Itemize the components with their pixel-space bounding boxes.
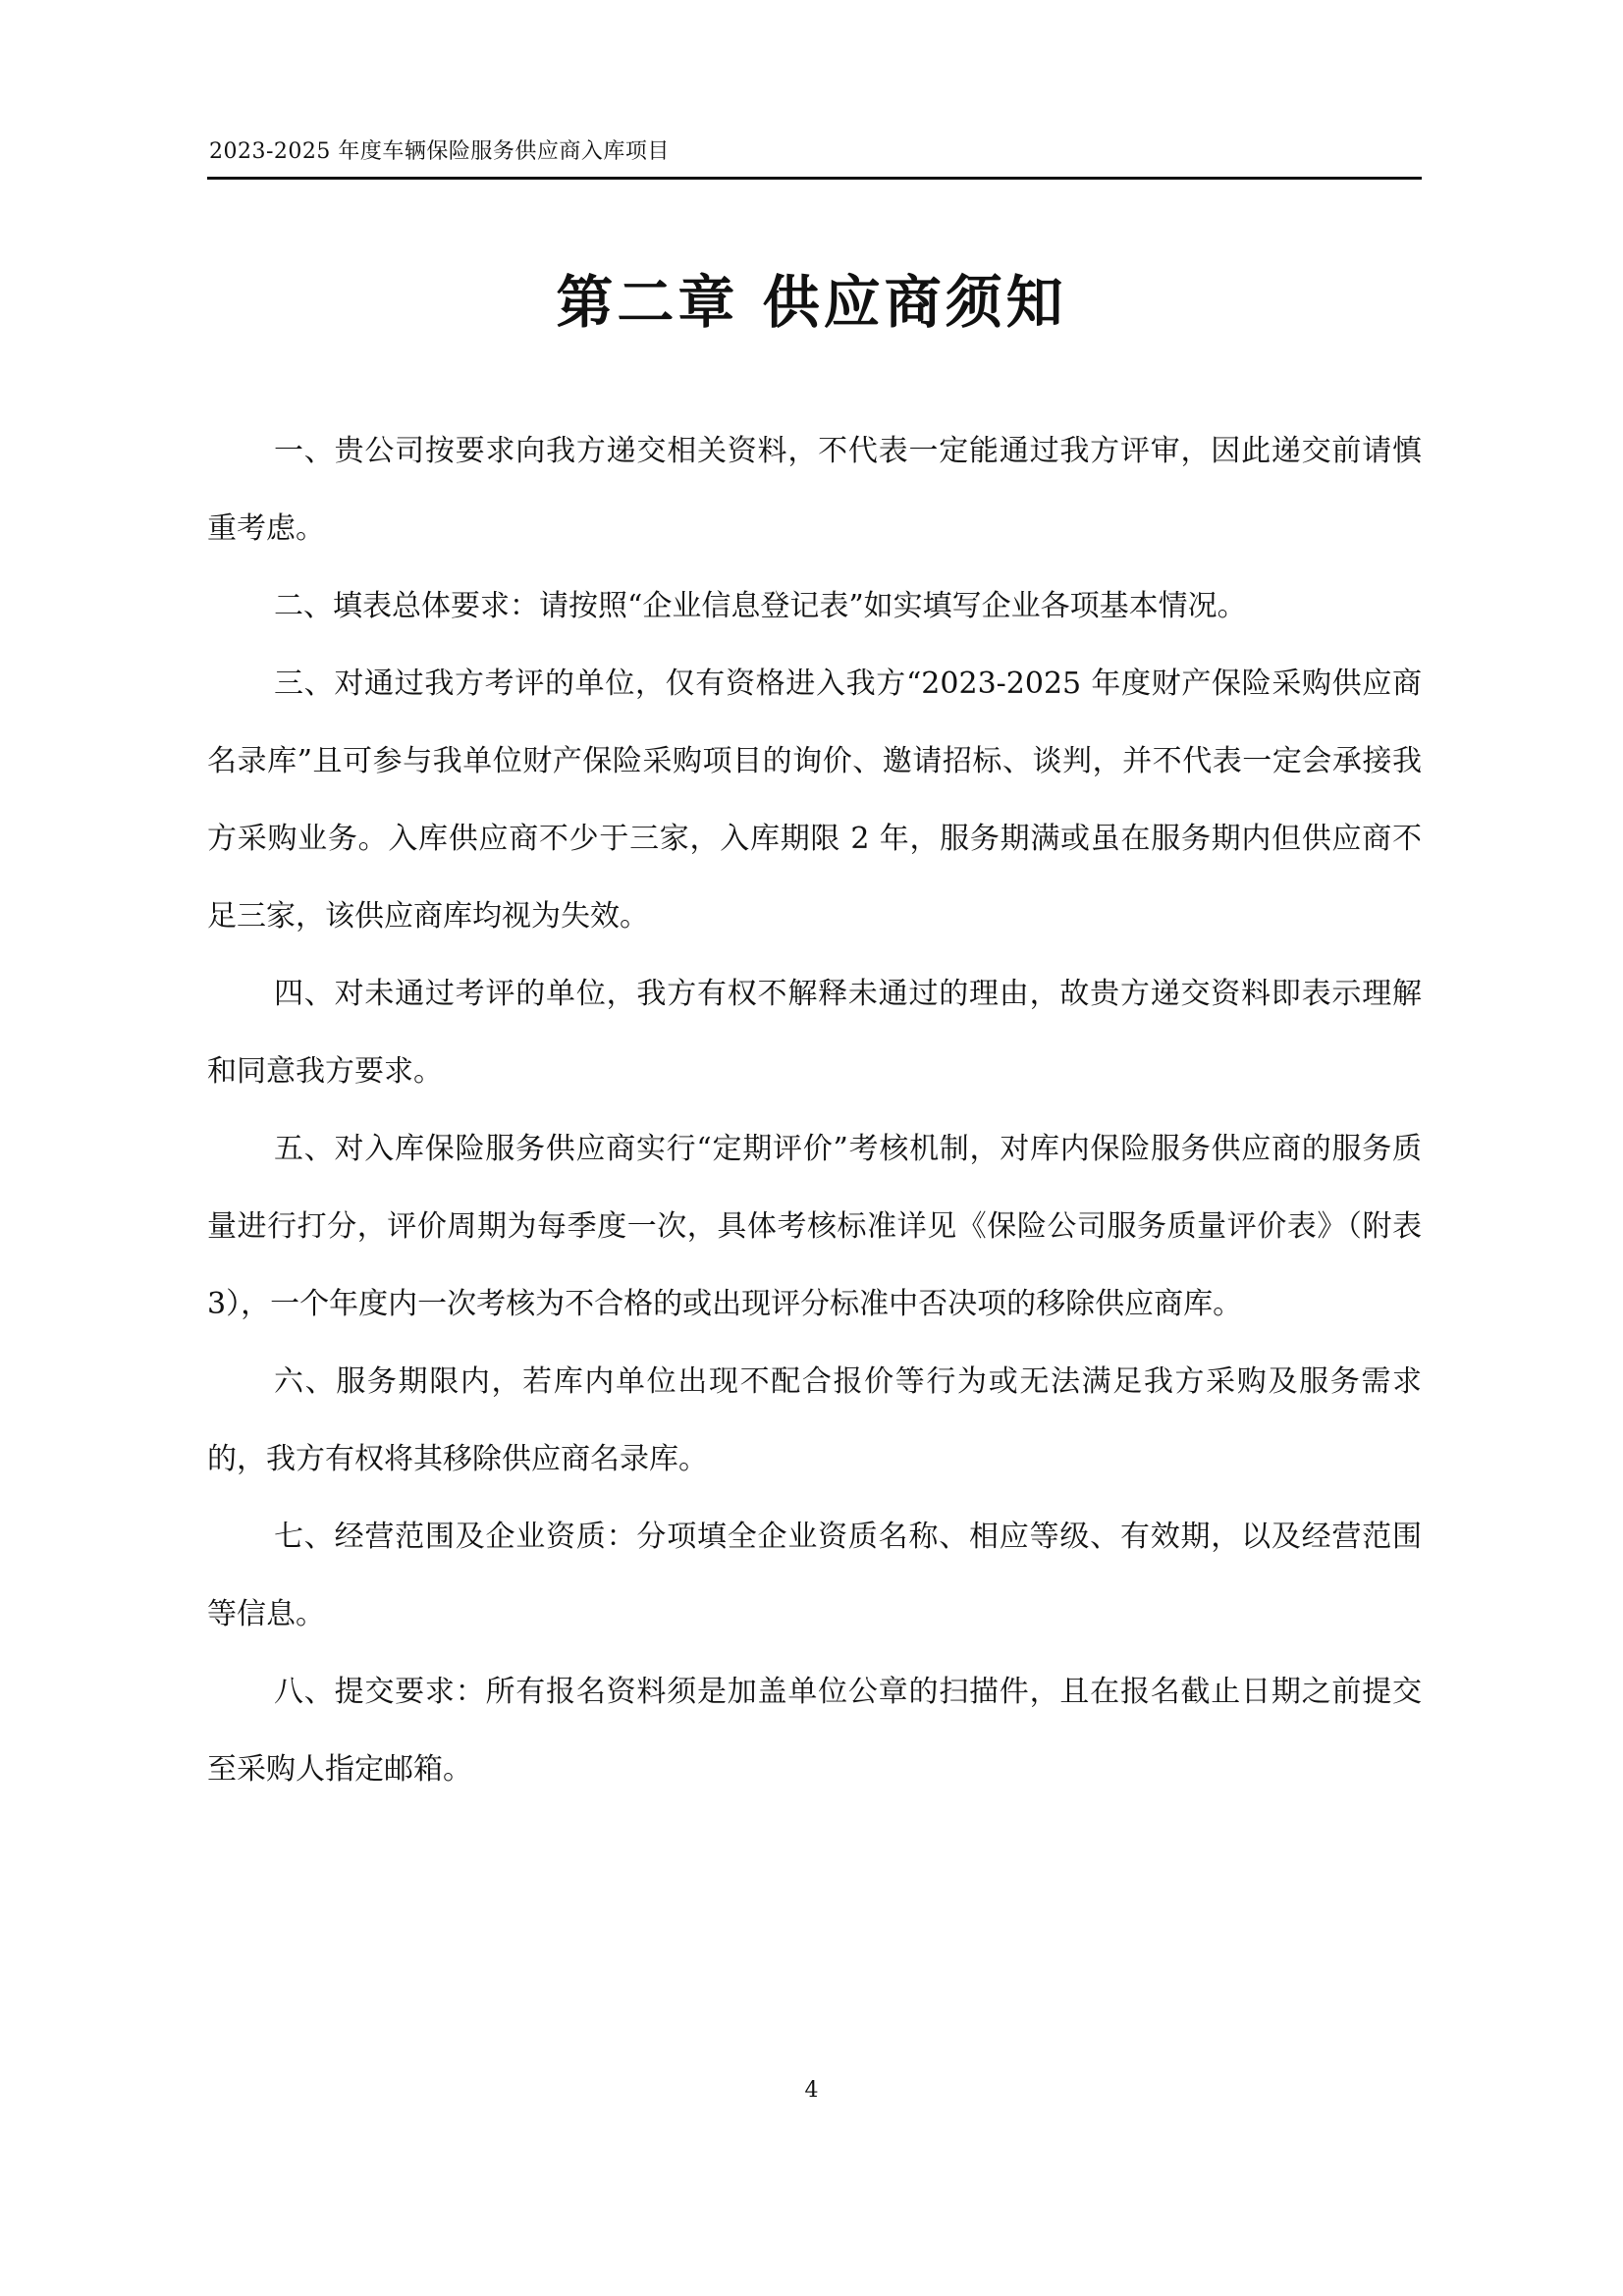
paragraph-5: 五、对入库保险服务供应商实行“定期评价”考核机制，对库内保险服务供应商的服务质量进行打分，评价周期为每季度一次，具体考核标准详见《保险公司服务质量评价表》（附表 3），一个年度内一次考核为不合格的或出现评分标准中否决项的移除供应商库。: [207, 1132, 1422, 1321]
paragraph-8: 八、提交要求：所有报名资料须是加盖单位公章的扫描件，且在报名截止日期之前提交至采购人指定邮箱。: [207, 1675, 1422, 1787]
page-header: [207, 137, 1422, 180]
page-number: 4: [804, 2078, 819, 2103]
paragraph-2: 二、填表总体要求：请按照“企业信息登记表”如实填写企业各项基本情况。: [274, 589, 1247, 623]
paragraph-4: 四、对未通过考评的单位，我方有权不解释未通过的理由，故贵方递交资料即表示理解和同意我方要求。: [207, 977, 1422, 1089]
header-text: 2023-2025 年度车辆保险服务供应商入库项目: [209, 139, 670, 164]
paragraph-3: 三、对通过我方考评的单位，仅有资格进入我方“2023-2025 年度财产保险采购供应商名录库”且可参与我单位财产保险采购项目的询价、邀请招标、谈判，并不代表一定会承接我方采购业务。入库供应商不少于三家，入库期限 2 年，服务期满或虽在服务期内但供应商不足三家，该供应商库均视为失效。: [207, 667, 1422, 934]
paragraph-1: 一、贵公司按要求向我方递交相关资料，不代表一定能通过我方评审，因此递交前请慎重考虑。: [207, 434, 1422, 546]
paragraph-7: 七、经营范围及企业资质：分项填全企业资质名称、相应等级、有效期，以及经营范围等信息。: [207, 1520, 1422, 1631]
chapter-title: 第二章 供应商须知: [556, 269, 1067, 336]
document-body: [207, 412, 1422, 1808]
paragraph-6: 六、服务期限内，若库内单位出现不配合报价等行为或无法满足我方采购及服务需求的，我方有权将其移除供应商名录库。: [207, 1364, 1422, 1476]
